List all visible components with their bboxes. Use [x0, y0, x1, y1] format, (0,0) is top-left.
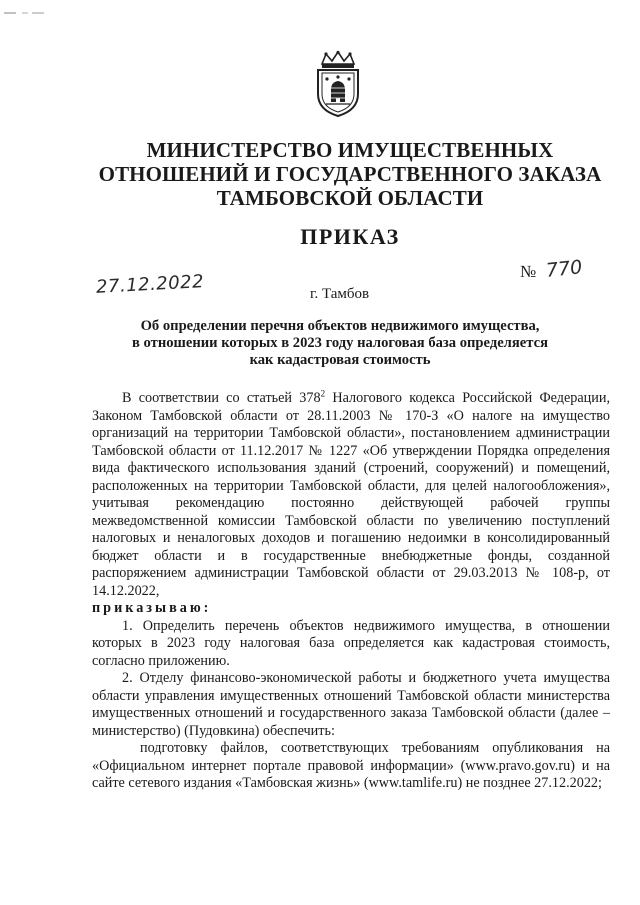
- ministry-name: [60, 138, 640, 210]
- ministry-name-line3: ТАМБОВСКОЙ ОБЛАСТИ: [216, 186, 484, 210]
- subject-line3: как кадастровая стоимость: [249, 352, 431, 368]
- order-subject: [100, 318, 580, 369]
- handwritten-date: 27.12.2022: [95, 271, 205, 298]
- scan-artifact: [4, 12, 44, 14]
- preamble-start: В соответствии со статьей 378: [122, 390, 321, 406]
- ministry-name-line1: МИНИСТЕРСТВО ИМУЩЕСТВЕННЫХ: [146, 138, 554, 162]
- item-1: 1. Определить перечень объектов недвижимого имущества, в отношении которых в 2023 году налоговая база определяется как кадастровая стоимость, согласно приложению.: [92, 617, 610, 669]
- number-sign: №: [520, 262, 537, 281]
- order-word-paragraph: [92, 600, 610, 618]
- subject-line1: Об определении перечня объектов недвижимого имущества,: [140, 318, 540, 334]
- preamble-paragraph: [92, 390, 610, 600]
- preamble-superscript: 2: [320, 388, 326, 399]
- order-body: [92, 390, 610, 793]
- item-2-subpoint: подготовку файлов, соответствующих требованиям опубликования на «Официальном интернет портале правовой информации» (www.pravo.gov.ru) и на сайте сетевого издания «Тамбовская жизнь» (www.tamlife.ru) не позднее 27.12.2022;: [92, 740, 610, 791]
- preamble-rest: Налогового кодекса Российской Федерации, Законом Тамбовской области от 28.11.2003 № 170-З «О налоге на имущество организаций на территории Тамбовской области», постановлением администрации Тамбовской области от 11.12.2017 № 1227 «Об утверждении Порядка определения вида фактического использования зданий (строений, сооружений) и помещений, расположенных на территории Тамбовской области, для целей налогообложения», учитывая рекомендацию постоянно действующей рабочей группы межведомственной комиссии Тамбовской области по увеличению поступлений налоговых и неналоговых доходов и погашению недоимки в консолидированный бюджет области и в государственные внебюджетные фонды, созданной распоряжением администрации Тамбовской области от 29.03.2013 № 108-р, от 14.12.2022,: [92, 390, 610, 599]
- subject-line2: в отношении которых в 2023 году налоговая база определяется: [132, 335, 548, 351]
- order-word: приказываю:: [92, 600, 212, 616]
- city-name: г. Тамбов: [310, 286, 370, 302]
- coat-of-arms-icon: [312, 50, 364, 118]
- ministry-name-line2: ОТНОШЕНИЙ И ГОСУДАРСТВЕННОГО ЗАКАЗА: [98, 162, 602, 186]
- handwritten-order-number: 770: [544, 256, 584, 282]
- document-type-title: ПРИКАЗ: [300, 224, 400, 249]
- item-2: 2. Отделу финансово-экономической работы и бюджетного учета имущества области управления имущественных отношений Тамбовской области министерства имущественных отношений и государственного заказа Тамбовской области (далее – министерство) (Пудовкина) обеспечить:: [92, 670, 610, 739]
